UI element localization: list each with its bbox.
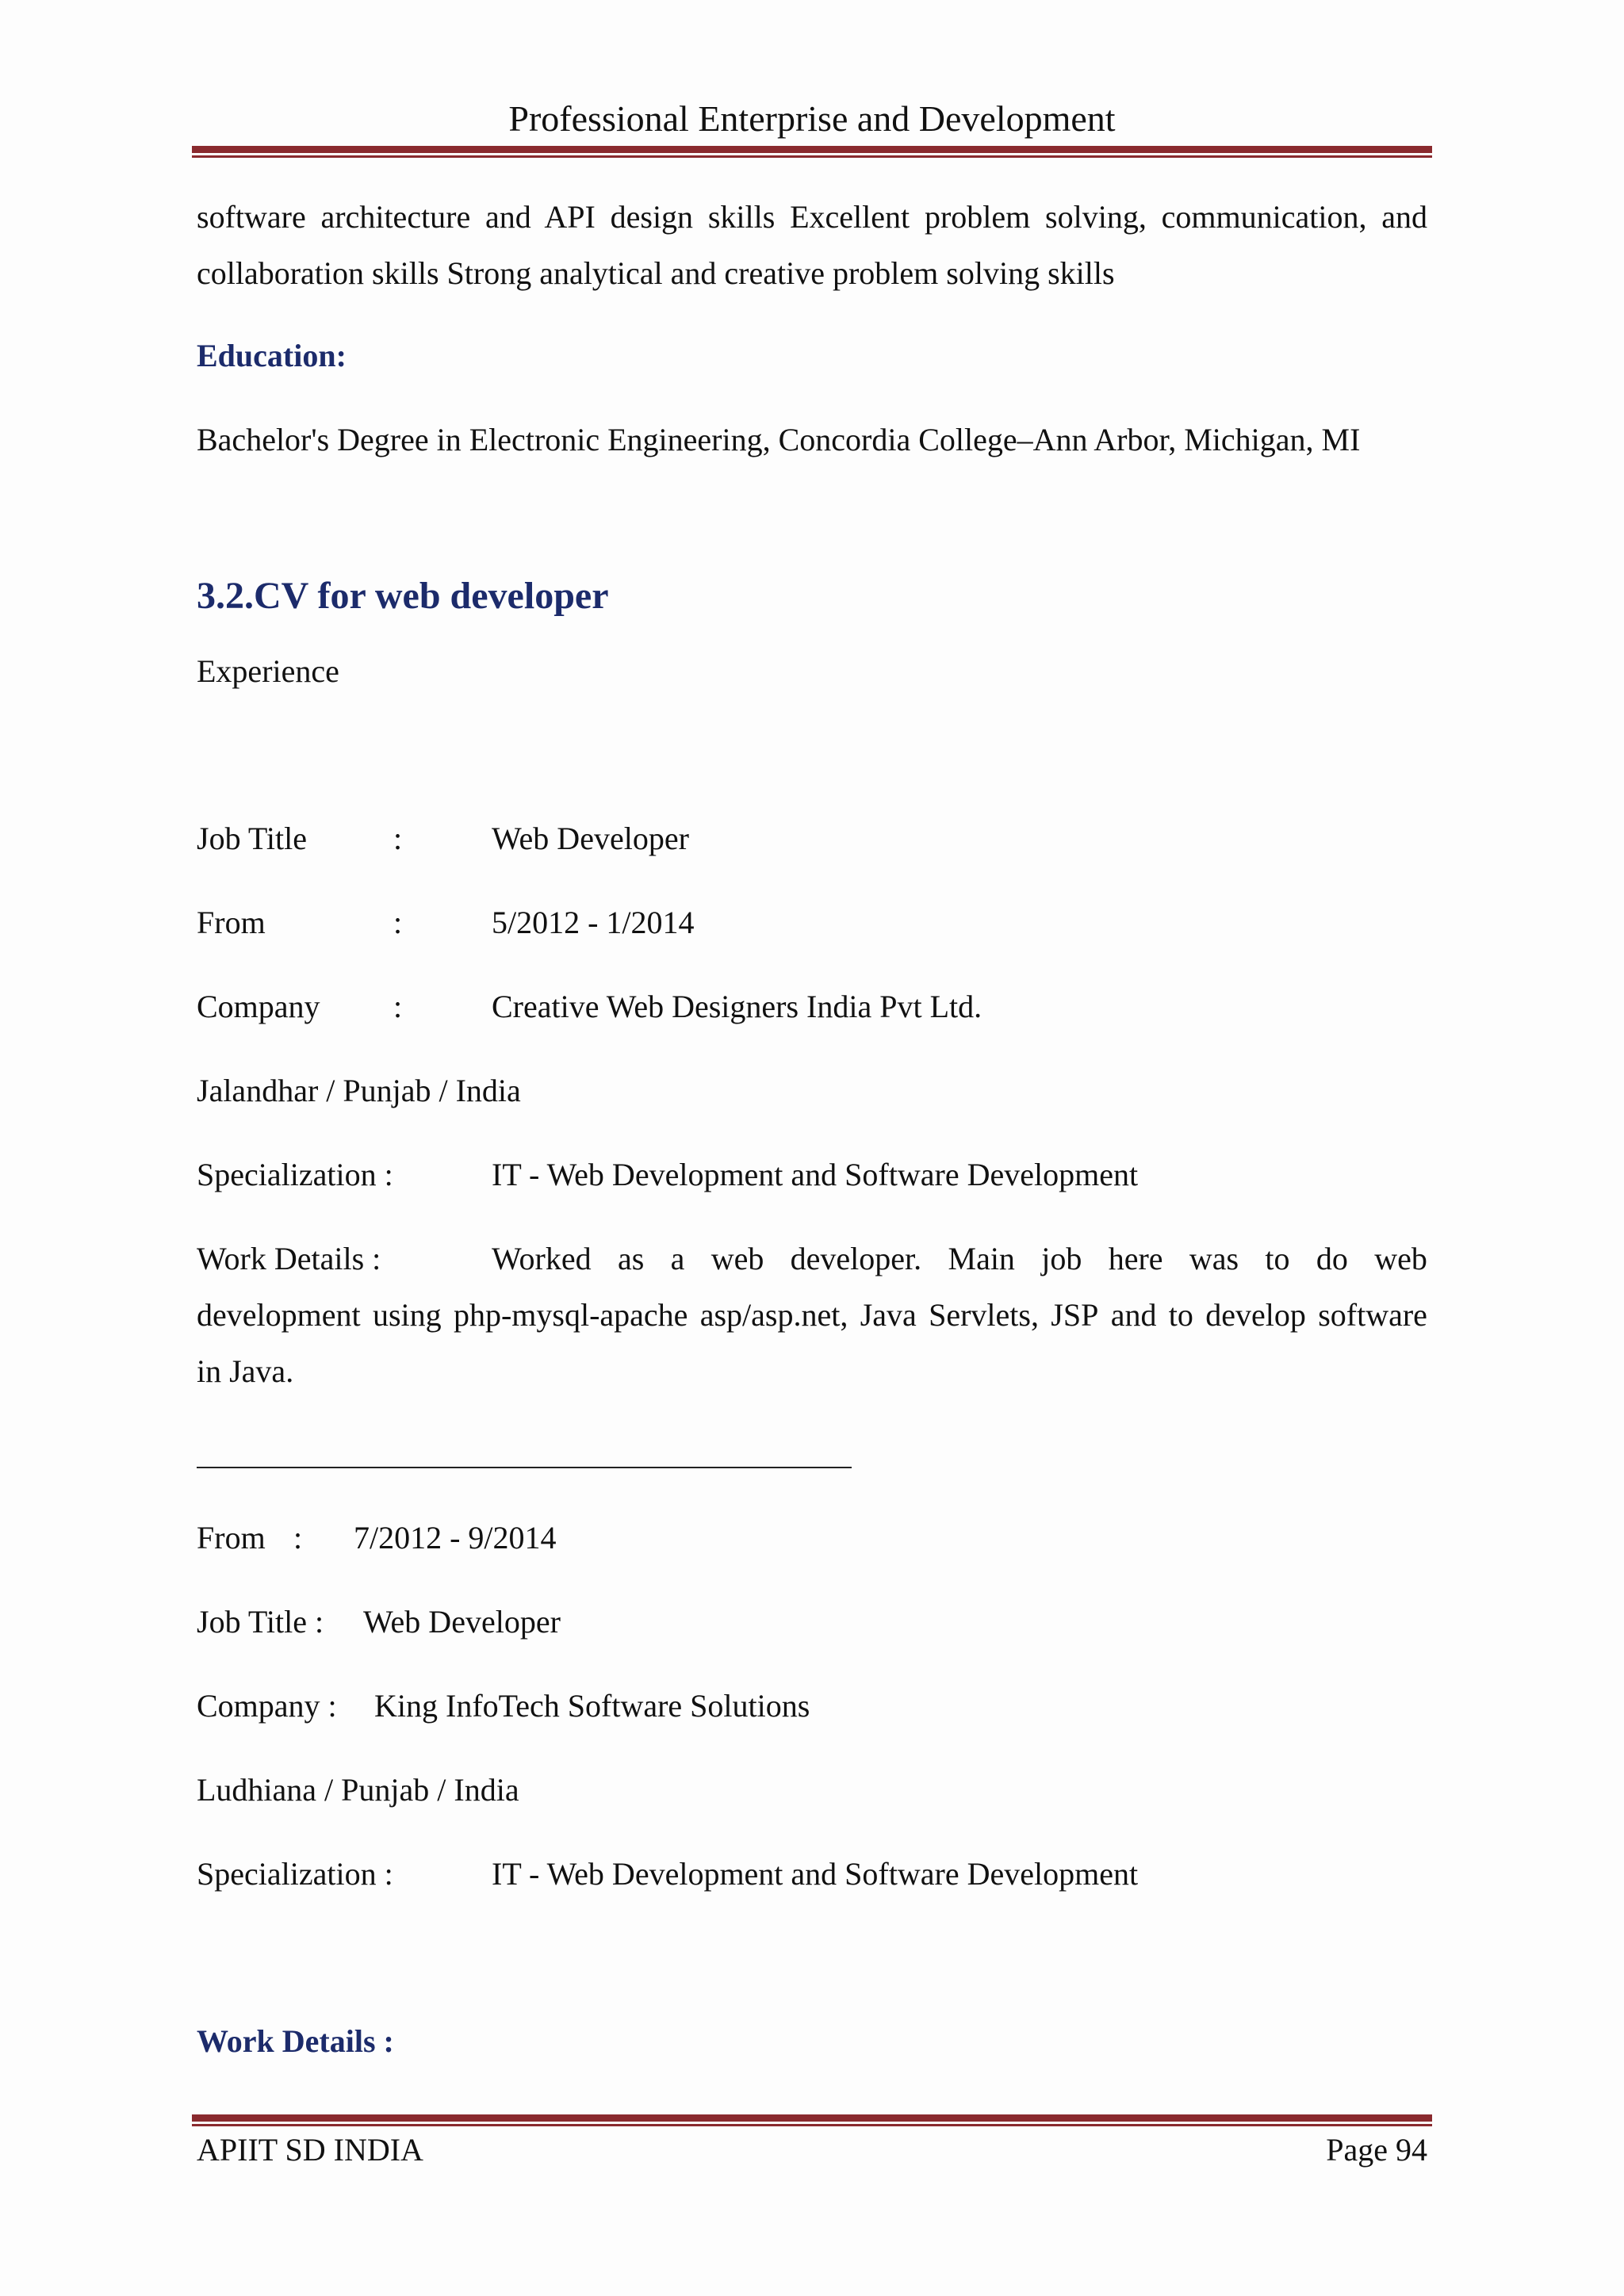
job1-company-value: Creative Web Designers India Pvt Ltd. [492, 989, 982, 1024]
section-separator [197, 1467, 852, 1468]
footer-page-number: Page 94 [1326, 2132, 1427, 2168]
work-details-word: a [670, 1241, 685, 1276]
job1-location-row [197, 1069, 1427, 1113]
job2-from-row [197, 1516, 1427, 1560]
work-details-word: to [1265, 1241, 1290, 1276]
education-text: Bachelor's Degree in Electronic Engineering, Concordia College–Ann Arbor, Michigan, MI [197, 422, 1361, 457]
work-details-word: Servlets, [929, 1297, 1039, 1333]
job1-work-details-words [492, 1230, 1427, 1287]
job2-title-row [197, 1600, 1427, 1644]
job2-company-value: King InfoTech Software Solutions [374, 1688, 810, 1724]
work-details-word: software [1318, 1297, 1427, 1333]
work-details-word: JSP [1051, 1297, 1099, 1333]
job2-title-label: Job Title : [197, 1604, 324, 1640]
job1-title-value: Web Developer [492, 821, 689, 856]
work-details-word: to [1168, 1297, 1193, 1333]
job1-company-label: Company [197, 989, 320, 1024]
job2-specialization-value: IT - Web Development and Software Development [492, 1856, 1139, 1892]
footer-organization: APIIT SD INDIA [197, 2132, 423, 2168]
work-details-word: development [197, 1297, 361, 1333]
job1-company-row [197, 985, 1427, 1029]
experience-subheading: Experience [197, 653, 339, 689]
intro-paragraph: software architecture and API design skills Excellent problem solving, communication, and collaboration skills Strong analytical and creative problem solving skills [197, 199, 1427, 291]
job1-title-row [197, 817, 1427, 861]
job1-title-colon: : [393, 821, 403, 856]
job1-work-details-label: Work Details : [197, 1241, 381, 1276]
job1-work-details-line1 [197, 1230, 1427, 1287]
work-details-word: web [710, 1241, 764, 1276]
work-details-word: developer. [790, 1241, 922, 1276]
header-rule [192, 146, 1432, 158]
job2-from-label: From [197, 1520, 266, 1556]
job1-specialization-label: Specialization : [197, 1157, 393, 1192]
running-header-title: Professional Enterprise and Development [508, 98, 1116, 139]
work-details-word: do [1316, 1241, 1348, 1276]
job2-location: Ludhiana / Punjab / India [197, 1772, 519, 1808]
job1-title-label: Job Title [197, 821, 307, 856]
work-details-word: asp/asp.net, [699, 1297, 848, 1333]
job2-from-colon: : [293, 1520, 303, 1556]
work-details-word: here [1108, 1241, 1163, 1276]
work-details-word: was [1189, 1241, 1239, 1276]
work-details-word: job [1041, 1241, 1082, 1276]
job1-from-value: 5/2012 - 1/2014 [492, 905, 695, 940]
work-details-word: Main [948, 1241, 1015, 1276]
work-details-word: and [1110, 1297, 1157, 1333]
work-details-word: as [617, 1241, 645, 1276]
job1-from-colon: : [393, 905, 403, 940]
work-details-word: using [372, 1297, 442, 1333]
job2-title-value: Web Developer [363, 1604, 561, 1640]
job1-from-label: From [197, 905, 266, 940]
job1-specialization-row [197, 1153, 1427, 1197]
education-label: Education: [197, 338, 347, 373]
work-details-word: develop [1205, 1297, 1306, 1333]
job2-company-label: Company : [197, 1688, 337, 1724]
job1-work-details-line3: in Java. [197, 1353, 294, 1389]
job1-location: Jalandhar / Punjab / India [197, 1073, 521, 1108]
section-heading: 3.2.CV for web developer [197, 575, 609, 617]
job1-from-row [197, 901, 1427, 945]
job2-specialization-row [197, 1852, 1427, 1896]
job2-work-details-label: Work Details : [197, 2023, 394, 2059]
work-details-word: web [1374, 1241, 1427, 1276]
job1-specialization-value: IT - Web Development and Software Development [492, 1157, 1139, 1192]
job2-specialization-label: Specialization : [197, 1856, 393, 1892]
footer-rule [192, 2114, 1432, 2126]
job2-location-row [197, 1768, 1427, 1812]
job1-work-details-line2 [197, 1287, 1427, 1343]
job2-company-row [197, 1684, 1427, 1728]
work-details-word: Java [860, 1297, 917, 1333]
job1-work-details [197, 1230, 1427, 1399]
work-details-word: Worked [492, 1241, 592, 1276]
job1-company-colon: : [393, 989, 403, 1024]
job2-from-value: 7/2012 - 9/2014 [354, 1520, 557, 1556]
work-details-word: php-mysql-apache [453, 1297, 688, 1333]
